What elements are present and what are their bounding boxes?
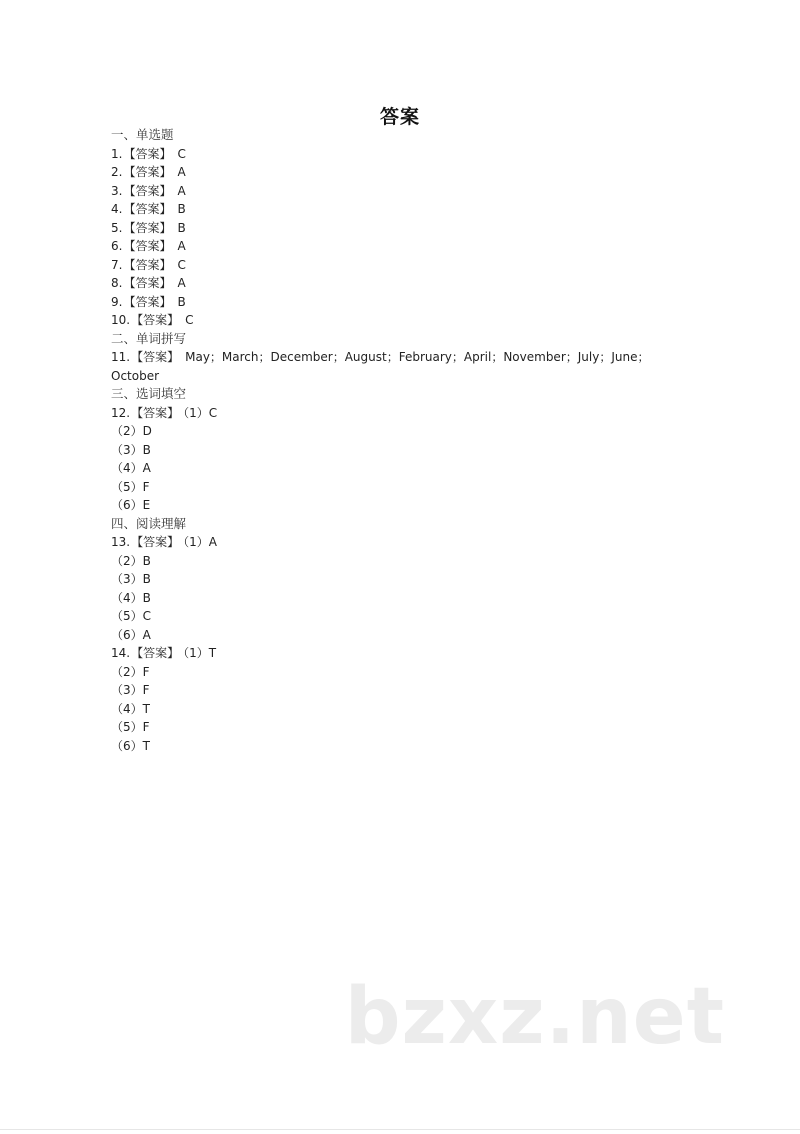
- answer-value: B: [177, 220, 186, 235]
- question-number: 3.: [111, 183, 123, 198]
- answer-line-14: [111, 644, 711, 663]
- answer-tag: 【答案】: [131, 535, 180, 549]
- sub-answer: （1）T: [183, 646, 217, 660]
- question-number: 11.: [111, 350, 131, 364]
- answer-line-13: [111, 533, 711, 552]
- answer-line-10: [111, 311, 711, 330]
- sub-answer-line: （6）T: [111, 738, 150, 753]
- answer-line-5: [111, 219, 711, 238]
- question-number: 12.: [111, 405, 131, 420]
- page-title: 答案: [379, 106, 420, 128]
- sub-answer-line: （5）F: [111, 720, 150, 734]
- answer-tag: 【答案】: [123, 202, 172, 216]
- sub-answer-line: （3）B: [111, 442, 151, 457]
- answer-tag: 【答案】: [131, 313, 180, 327]
- answer-value: C: [185, 313, 194, 327]
- answer-tag: 【答案】: [123, 257, 172, 272]
- answer-value: A: [177, 165, 186, 179]
- answer-line-1: [111, 145, 711, 164]
- answer-line-11: [111, 348, 711, 367]
- sub-answer-line: （2）D: [111, 424, 152, 438]
- answer-tag: 【答案】: [123, 183, 172, 198]
- question-number: 6.: [111, 239, 123, 253]
- answer-line-12: [111, 404, 711, 423]
- answer-value: B: [177, 294, 186, 309]
- sub-answer-line: （5）F: [111, 479, 150, 494]
- section-heading-word-fill: 三、选词填空: [111, 386, 187, 401]
- answer-line-2: [111, 163, 711, 182]
- sub-answer-line: （4）A: [111, 461, 151, 475]
- question-number: 9.: [111, 294, 123, 309]
- answer-tag: 【答案】: [131, 646, 180, 660]
- answer-tag: 【答案】: [131, 405, 180, 420]
- answer-line-9: [111, 293, 711, 312]
- question-number: 13.: [111, 535, 131, 549]
- answer-value: A: [177, 183, 186, 198]
- sub-answer-line: （2）B: [111, 553, 151, 568]
- answer-tag: 【答案】: [131, 350, 180, 364]
- answer-line-8: [111, 274, 711, 293]
- sub-answer: （1）A: [183, 535, 217, 549]
- question-number: 8.: [111, 276, 123, 290]
- question-number: 2.: [111, 165, 123, 179]
- page-bottom-edge: [0, 1129, 800, 1130]
- sub-answer: （1）C: [183, 405, 218, 420]
- section-heading-reading: 四、阅读理解: [111, 515, 187, 531]
- question-number: 5.: [111, 220, 123, 235]
- question-number: 14.: [111, 646, 131, 660]
- sub-answer-line: （4）T: [111, 701, 150, 716]
- answer-value: May；March；December；August；February；April；November；July；June；: [185, 350, 650, 364]
- answer-value: C: [177, 146, 186, 161]
- sub-answer-line: （2）F: [111, 664, 150, 679]
- sub-answer-line: （6）A: [111, 627, 151, 642]
- section-heading-single-choice: 一、单选题: [111, 127, 174, 142]
- sub-answer-line: （6）E: [111, 498, 151, 512]
- answer-value: B: [177, 202, 186, 216]
- answer-line-11-continued: October: [111, 368, 160, 383]
- answer-value: C: [177, 257, 186, 272]
- answer-line-7: [111, 256, 711, 275]
- answer-value: A: [177, 276, 186, 290]
- section-heading-spelling: 二、单词拼写: [111, 330, 187, 346]
- answer-line-6: [111, 237, 711, 256]
- sub-answer-line: （3）B: [111, 572, 151, 586]
- answer-value: A: [177, 239, 186, 253]
- answer-tag: 【答案】: [123, 146, 172, 161]
- answer-content: [111, 126, 711, 755]
- question-number: 7.: [111, 257, 123, 272]
- site-watermark: bzxz.net: [344, 972, 725, 1062]
- sub-answer-line: （3）F: [111, 683, 150, 697]
- answer-tag: 【答案】: [123, 220, 172, 235]
- answer-tag: 【答案】: [123, 165, 172, 179]
- question-number: 10.: [111, 313, 131, 327]
- answer-tag: 【答案】: [123, 276, 172, 290]
- sub-answer-line: （4）B: [111, 590, 151, 605]
- answer-tag: 【答案】: [123, 239, 172, 253]
- answer-line-3: [111, 182, 711, 201]
- question-number: 4.: [111, 202, 123, 216]
- answer-line-4: [111, 200, 711, 219]
- answer-tag: 【答案】: [123, 294, 172, 309]
- question-number: 1.: [111, 146, 123, 161]
- sub-answer-line: （5）C: [111, 609, 152, 623]
